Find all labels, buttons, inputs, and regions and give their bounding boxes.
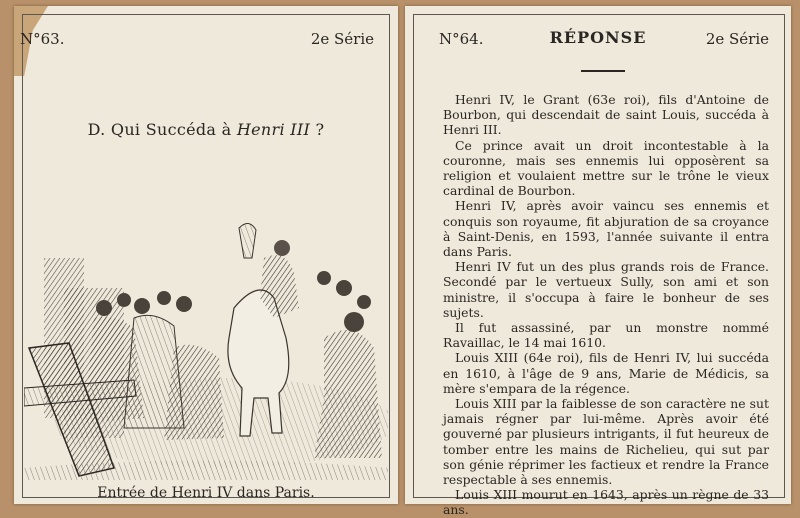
question-mark: ?	[310, 120, 325, 139]
answer-paragraph: Louis XIII mourut en 1643, après un règne de 33 ans.	[443, 487, 769, 518]
card-number: N°63.	[20, 30, 65, 48]
answer-card	[405, 6, 791, 518]
answer-paragraph: Louis XIII (64e roi), fils de Henri IV, lui succéda en 1610, à l'âge de 9 ans, Marie de Médicis, sa mère s'empara de la régence.	[443, 350, 769, 396]
answer-paragraph: Henri IV, le Grant (63e roi), fils d'Antoine de Bourbon, qui descendait de saint Louis, succéda à Henri III.	[443, 92, 769, 138]
question-card	[14, 6, 398, 504]
illustration-caption: Entrée de Henri IV dans Paris.	[97, 485, 315, 501]
card-number: N°64.	[439, 30, 484, 48]
answer-body	[443, 92, 769, 518]
question-text	[14, 120, 398, 139]
answer-paragraph: Henri IV fut un des plus grands rois de France. Secondé par le vertueux Sully, son ami et son ministre, il s'occupa à faire le bonheur de ses sujets.	[443, 259, 769, 320]
answer-title: RÉPONSE	[549, 28, 647, 47]
question-prefix: D. Qui Succéda à	[87, 120, 232, 139]
series-label: 2e Série	[310, 30, 374, 48]
series-label: 2e Série	[705, 30, 769, 48]
title-rule	[581, 70, 625, 72]
answer-paragraph: Louis XIII par la faiblesse de son caractère ne sut jamais régner par lui-même. Après avoir été gouverné par plusieurs intrigants, il fut heureux de tomber entre les mains de Richelieu, qui sut par son génie réprimer les factieux et rendre la France respectable à ses ennemis.	[443, 396, 769, 488]
answer-paragraph: Ce prince avait un droit incontestable à la couronne, mais ses ennemis lui opposèrent sa religion et voulaient mettre sur le trône le vieux cardinal de Bourbon.	[443, 137, 769, 199]
question-name: Henri III	[236, 120, 311, 139]
answer-paragraph: Il fut assassiné, par un monstre nommé Ravaillac, le 14 mai 1610.	[443, 320, 769, 351]
answer-paragraph: Henri IV, après avoir vaincu ses ennemis et conquis son royaume, fit abjuration de sa croyance à Saint-Denis, en 1593, l'année suivante il entra dans Paris.	[443, 198, 769, 260]
engraving-illustration	[24, 218, 388, 480]
